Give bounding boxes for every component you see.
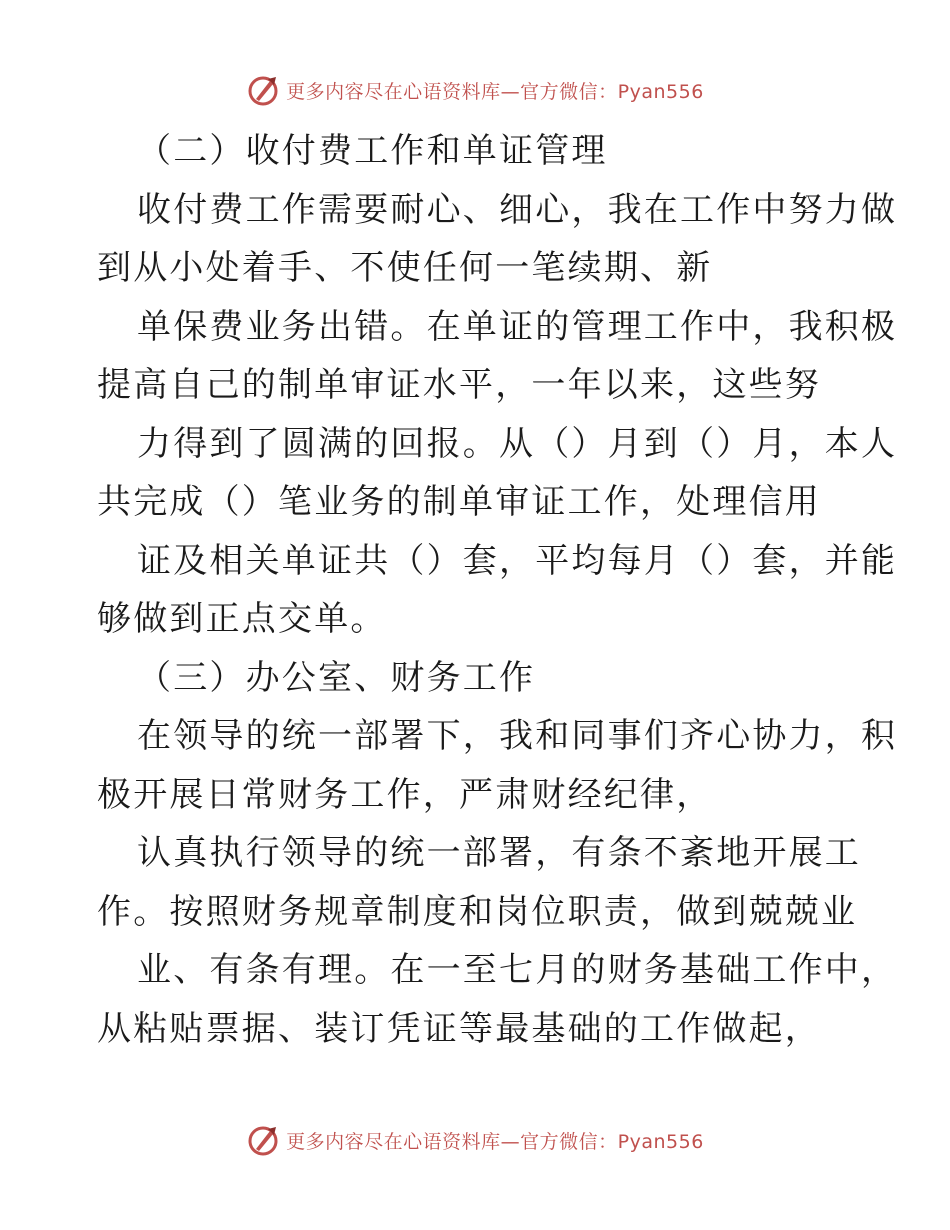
quill-logo-icon [246,1123,280,1157]
text-line: 认真执行领导的统一部署，有条不紊地开展工 [137,833,861,873]
text-line: 极开展日常财务工作，严肃财经纪律， [97,774,713,815]
text-line: （三）办公室、财务工作 [137,657,536,698]
header-banner [0,70,950,110]
text-line: 从粘贴票据、装订凭证等最基础的工作做起， [97,1008,821,1049]
quill-logo-icon [246,73,280,107]
text-line: 单保费业务出错。在单证的管理工作中，我积极 [137,306,898,347]
text-line: 业、有条有理。在一至七月的财务基础工作中， [137,950,898,990]
text-line: 力得到了圆满的回报。从（）月到（）月，本人 [137,423,898,464]
text-line: 在领导的统一部署下，我和同事们齐心协力，积 [137,716,898,756]
text-line: 收付费工作需要耐心、细心，我在工作中努力做 [137,189,898,230]
text-line: 够做到正点交单。 [97,599,387,639]
text-line: 提高自己的制单审证水平，一年以来，这些努 [97,365,821,405]
footer-banner [0,1120,950,1160]
text-line: 作。按照财务规章制度和岗位职责，做到兢兢业 [97,891,858,932]
document-body [97,122,898,1058]
header-banner-text: 更多内容尽在心语资料库—官方微信：Pyan556 [286,80,704,103]
footer-banner-text: 更多内容尽在心语资料库—官方微信：Pyan556 [286,1130,704,1153]
text-line: 到从小处着手、不使任何一笔续期、新 [97,248,713,288]
text-line: （二）收付费工作和单证管理 [137,131,608,171]
text-line: 共完成（）笔业务的制单审证工作，处理信用 [97,482,821,522]
text-line: 证及相关单证共（）套，平均每月（）套，并能 [137,540,898,581]
